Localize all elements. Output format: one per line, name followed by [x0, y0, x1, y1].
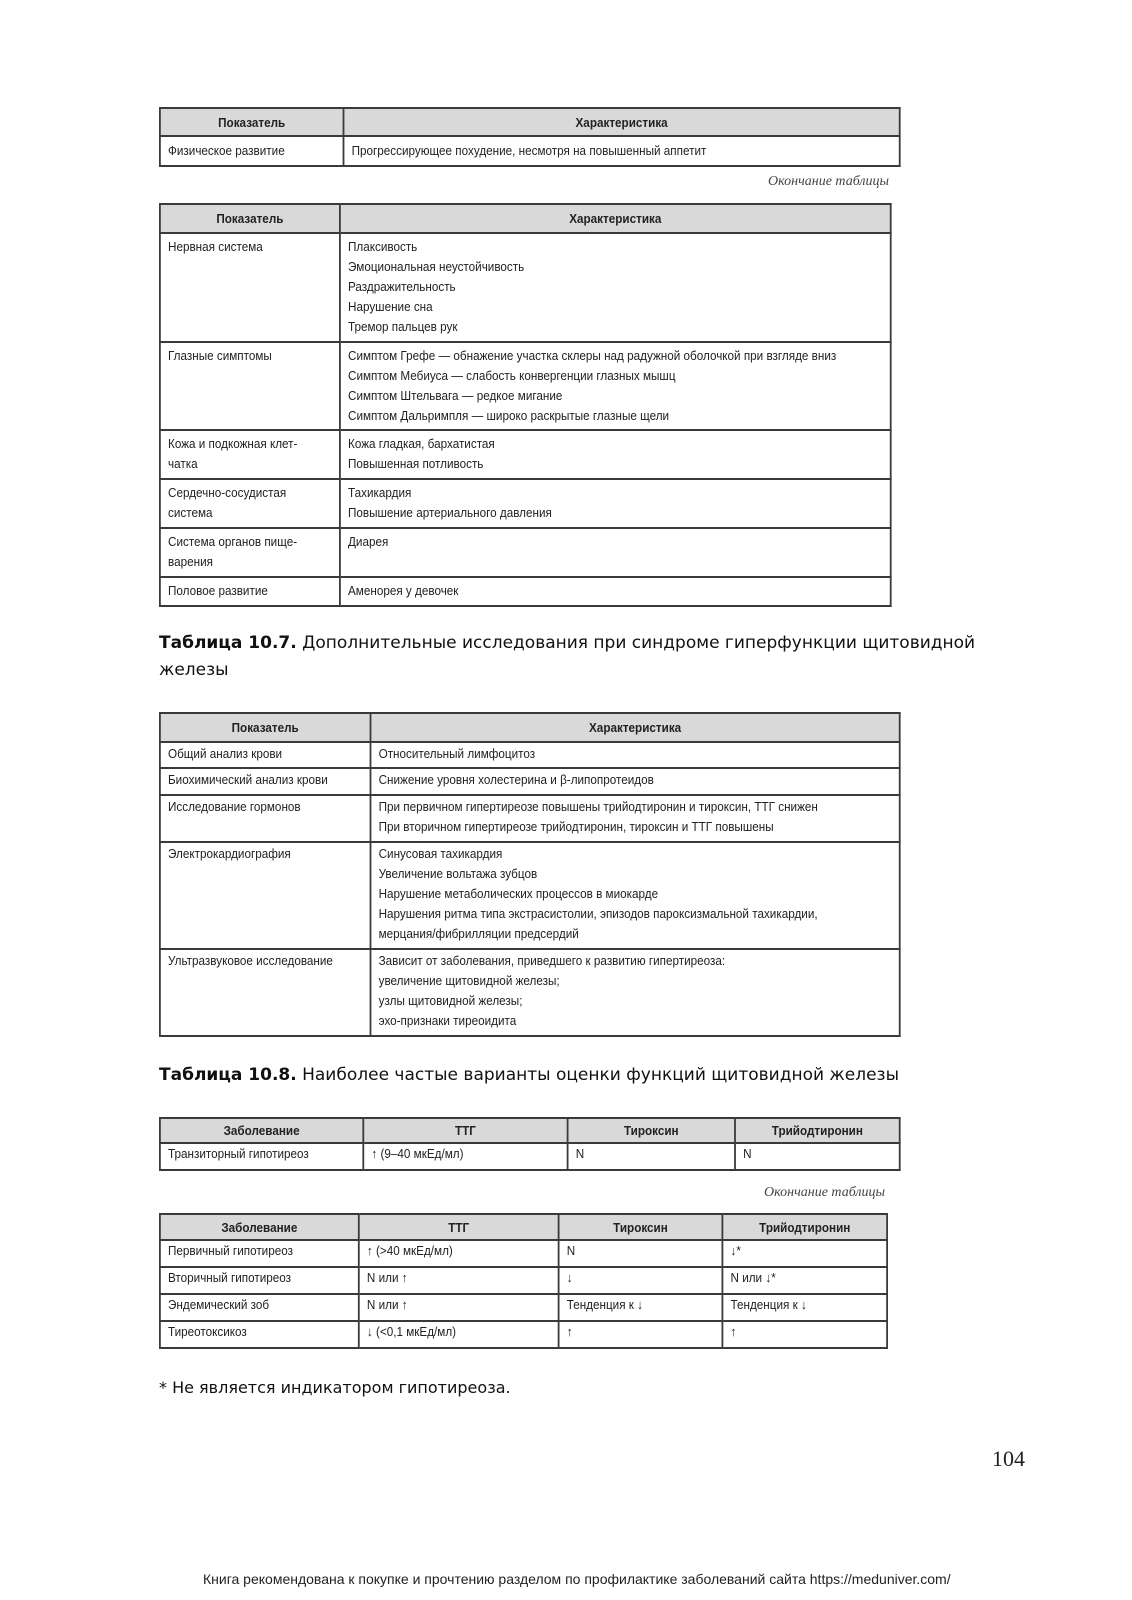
table-caption-10-7: [159, 630, 1039, 684]
param-line: Половое развитие: [168, 583, 268, 598]
param-cell: Биохимический анализ крови: [160, 768, 371, 795]
param-cell: [160, 430, 340, 479]
param-cell: [160, 342, 340, 430]
tsh-cell: ↑ (>40 мкЕд/мл): [359, 1240, 559, 1267]
table-row: [160, 1294, 887, 1321]
disease-cell: Первичный гипотиреоз: [160, 1240, 359, 1267]
disease-cell: Вторичный гипотиреоз: [160, 1267, 359, 1294]
value-cell: [371, 768, 900, 795]
value-line: Повышенная потливость: [348, 456, 484, 471]
tsh-cell: N или ↑: [359, 1294, 559, 1321]
param-cell: Общий анализ крови: [160, 742, 371, 768]
value-line: Зависит от заболевания, приведшего к развитию гипертиреоза:: [378, 953, 726, 968]
value-line: Повышение артериального давления: [348, 505, 552, 520]
value-line: узлы щитовидной железы;: [378, 993, 523, 1008]
thyroxine-cell: ↓: [559, 1267, 723, 1294]
value-line: Снижение уровня холестерина и β-липопротеидов: [378, 772, 654, 787]
page-footer: Книга рекомендована к покупке и прочтению разделом по профилактике заболеваний сайта https://meduniver.com/: [203, 1571, 951, 1587]
param-cell: Исследование гормонов: [160, 795, 371, 842]
value-line: мерцания/фибрилляции предсердий: [378, 926, 579, 941]
column-header: Показатель: [160, 713, 371, 742]
value-line: увеличение щитовидной железы;: [378, 973, 560, 988]
column-header: Тироксин: [568, 1118, 735, 1143]
param-line: Кожа и подкожная клет-: [168, 436, 298, 451]
footnote: * Не является индикатором гипотиреоза.: [159, 1378, 511, 1397]
continuation-label: Окончание таблицы: [768, 174, 889, 189]
table-row: [160, 768, 900, 795]
param-cell: Ультразвуковое исследование: [160, 949, 371, 1036]
column-header: Характеристика: [340, 204, 891, 233]
table-row: [160, 1267, 887, 1294]
column-header: ТТГ: [363, 1118, 567, 1143]
param-cell: [160, 233, 340, 342]
value-cell: [371, 842, 900, 949]
page-number: 104: [992, 1446, 1025, 1471]
param-line: Сердечно-сосудистая: [168, 485, 287, 500]
param-cell: [160, 528, 340, 577]
param-line: система: [168, 505, 213, 520]
value-cell: [340, 342, 891, 430]
column-header: Характеристика: [371, 713, 900, 742]
triiodothyronine-cell: Тенденция к ↓: [722, 1294, 887, 1321]
value-line: Плаксивость: [348, 239, 418, 254]
value-cell: [340, 577, 891, 606]
table-row: [160, 842, 900, 949]
param-cell: Физическое развитие: [160, 136, 344, 166]
table-10-8-part1: [159, 1117, 901, 1171]
thyroxine-cell: Тенденция к ↓: [559, 1294, 723, 1321]
param-line: Нервная система: [168, 239, 263, 254]
table-row: [160, 1321, 887, 1348]
table-row: [160, 1240, 887, 1267]
continuation-label: Окончание таблицы: [764, 1185, 885, 1200]
value-line: Симптом Штельвага — редкое мигание: [348, 388, 563, 403]
table-row: [160, 795, 900, 842]
value-cell: [340, 430, 891, 479]
value-cell: [371, 949, 900, 1036]
table-10-7: [159, 712, 901, 1037]
column-header: Трийодтиронин: [735, 1118, 900, 1143]
tsh-cell: ↑ (9–40 мкЕд/мл): [363, 1143, 567, 1170]
column-header: Трийодтиронин: [722, 1214, 887, 1240]
triiodothyronine-cell: N: [735, 1143, 900, 1170]
value-line: При первичном гипертиреозе повышены трийодтиронин и тироксин, ТТГ снижен: [378, 799, 818, 814]
value-line: Аменорея у девочек: [348, 583, 459, 598]
disease-cell: Эндемический зоб: [160, 1294, 359, 1321]
value-line: Эмоциональная неустойчивость: [348, 259, 525, 274]
caption-text: Дополнительные исследования при синдроме гиперфункции щитовидной железы: [159, 633, 976, 680]
column-header: Заболевание: [160, 1118, 363, 1143]
value-line: При вторичном гипертиреозе трийодтиронин, тироксин и ТТГ повышены: [378, 819, 774, 834]
table-row: [160, 479, 891, 528]
table-10-6-part1: [159, 107, 901, 167]
column-header: Тироксин: [559, 1214, 723, 1240]
param-line: Глазные симптомы: [168, 348, 272, 363]
value-line: Симптом Дальримпля — широко раскрытые глазные щели: [348, 408, 670, 423]
caption-label: Таблица 10.7.: [159, 633, 297, 653]
value-cell: [371, 795, 900, 842]
triiodothyronine-cell: N или ↓*: [722, 1267, 887, 1294]
table-row: [160, 430, 891, 479]
value-line: Кожа гладкая, бархатистая: [348, 436, 495, 451]
table-row: [160, 528, 891, 577]
param-cell: [160, 577, 340, 606]
value-line: Синусовая тахикардия: [378, 846, 503, 861]
value-line: Раздражительность: [348, 279, 456, 294]
value-line: Симптом Мебиуса — слабость конвергенции глазных мышц: [348, 368, 676, 383]
tsh-cell: N или ↑: [359, 1267, 559, 1294]
param-line: Система органов пище-: [168, 534, 298, 549]
table-row: [160, 1143, 900, 1170]
table-row: [160, 136, 900, 166]
table-row: [160, 577, 891, 606]
triiodothyronine-cell: ↓*: [722, 1240, 887, 1267]
tsh-cell: ↓ (<0,1 мкЕд/мл): [359, 1321, 559, 1348]
table-row: [160, 742, 900, 768]
caption-label: Таблица 10.8.: [159, 1065, 297, 1085]
thyroxine-cell: N: [559, 1240, 723, 1267]
thyroxine-cell: N: [568, 1143, 735, 1170]
value-line: Нарушения ритма типа экстрасистолии, эпизодов пароксизмальной тахикардии,: [378, 906, 818, 921]
param-line: чатка: [168, 456, 198, 471]
value-line: Прогрессирующее похудение, несмотря на повышенный аппетит: [351, 143, 707, 158]
column-header: ТТГ: [359, 1214, 559, 1240]
value-line: Диарея: [348, 534, 389, 549]
value-line: Нарушение сна: [348, 299, 433, 314]
value-line: эхо-признаки тиреоидита: [378, 1013, 517, 1028]
param-cell: [160, 479, 340, 528]
caption-text: Наиболее частые варианты оценки функций щитовидной железы: [296, 1065, 899, 1085]
value-line: Тремор пальцев рук: [348, 319, 458, 334]
column-header: Показатель: [160, 204, 340, 233]
disease-cell: Тиреотоксикоз: [160, 1321, 359, 1348]
table-10-8-part2: [159, 1213, 888, 1349]
value-cell: [344, 136, 900, 166]
thyroxine-cell: ↑: [559, 1321, 723, 1348]
table-row: [160, 342, 891, 430]
value-line: Тахикардия: [348, 485, 412, 500]
value-cell: [371, 742, 900, 768]
table-row: [160, 949, 900, 1036]
value-line: Симптом Грефе — обнажение участка склеры над радужной оболочкой при взгляде вниз: [348, 348, 837, 363]
column-header: Характеристика: [344, 108, 900, 136]
value-cell: [340, 528, 891, 577]
value-line: Относительный лимфоцитоз: [378, 746, 536, 761]
value-line: Увеличение вольтажа зубцов: [378, 866, 538, 881]
param-cell: Электрокардиография: [160, 842, 371, 949]
triiodothyronine-cell: ↑: [722, 1321, 887, 1348]
column-header: Заболевание: [160, 1214, 359, 1240]
column-header: Показатель: [160, 108, 344, 136]
table-row: [160, 233, 891, 342]
param-line: варения: [168, 554, 213, 569]
table-10-6-part2: [159, 203, 892, 607]
table-caption-10-8: [159, 1062, 1059, 1089]
value-cell: [340, 233, 891, 342]
value-line: Нарушение метаболических процессов в миокарде: [378, 886, 659, 901]
disease-cell: Транзиторный гипотиреоз: [160, 1143, 363, 1170]
value-cell: [340, 479, 891, 528]
